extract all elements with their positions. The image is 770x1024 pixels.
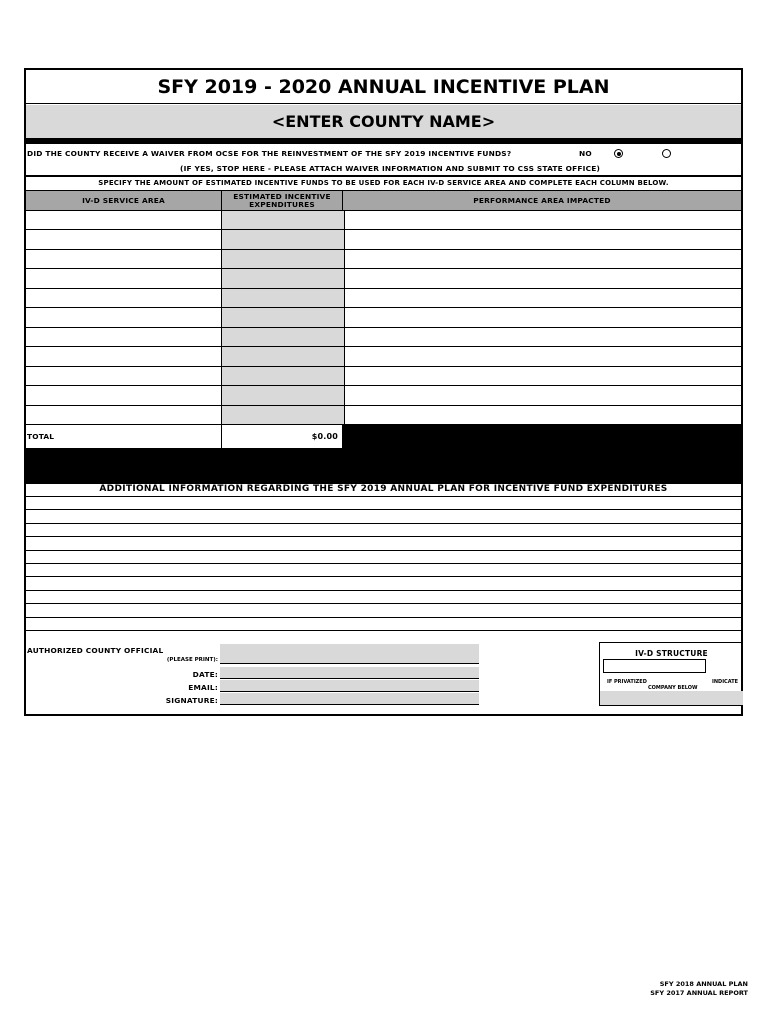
info-bottom-line xyxy=(26,630,741,631)
table-row xyxy=(26,268,741,287)
total-value: $0.00 xyxy=(311,432,338,441)
ivd-structure-box xyxy=(599,642,743,706)
expenditure-cell[interactable] xyxy=(221,386,345,404)
service-area-cell[interactable] xyxy=(26,308,221,326)
date-label: DATE: xyxy=(192,670,218,679)
service-area-cell[interactable] xyxy=(26,269,221,287)
performance-area-cell[interactable] xyxy=(343,211,741,229)
info-line[interactable] xyxy=(26,576,741,589)
specify-instruction: SPECIFY THE AMOUNT OF ESTIMATED INCENTIVE FUNDS TO BE USED FOR EACH IV-D SERVICE AREA AND COMPLETE EACH COLUMN BELOW. xyxy=(98,179,669,187)
indicate-label: INDICATE xyxy=(712,679,739,685)
col-header-service-area: IV-D SERVICE AREA xyxy=(26,190,221,210)
expenditure-cell[interactable] xyxy=(221,289,345,307)
signature-label: SIGNATURE: xyxy=(165,696,218,705)
official-name-field[interactable] xyxy=(220,644,479,664)
performance-area-cell[interactable] xyxy=(343,406,741,424)
if-privatized-label: IF PRIVATIZED xyxy=(607,679,647,685)
info-line[interactable] xyxy=(26,617,741,630)
performance-area-cell[interactable] xyxy=(343,250,741,268)
performance-area-cell[interactable] xyxy=(343,308,741,326)
col-header-performance-area: PERFORMANCE AREA IMPACTED xyxy=(343,190,741,210)
waiver-no-label: NO xyxy=(579,149,592,158)
table-row xyxy=(26,210,741,229)
performance-area-cell[interactable] xyxy=(343,289,741,307)
info-line[interactable] xyxy=(26,590,741,603)
info-line[interactable] xyxy=(26,603,741,616)
company-name-field[interactable] xyxy=(600,691,743,705)
ivd-structure-title: IV-D STRUCTURE xyxy=(635,649,708,658)
info-line[interactable] xyxy=(26,523,741,536)
email-field[interactable] xyxy=(220,680,479,692)
waiver-question: DID THE COUNTY RECEIVE A WAIVER FROM OCSE FOR THE REINVESTMENT OF THE SFY 2019 INCENTIVE FUNDS? xyxy=(27,149,512,158)
table-row xyxy=(26,385,741,404)
email-label: EMAIL: xyxy=(188,683,218,692)
performance-area-cell[interactable] xyxy=(343,328,741,346)
col-header-expenditures: ESTIMATED INCENTIVE EXPENDITURES xyxy=(221,190,343,210)
form-title: SFY 2019 - 2020 ANNUAL INCENTIVE PLAN xyxy=(26,70,741,104)
expenditure-cell[interactable] xyxy=(221,230,345,248)
table-row xyxy=(26,346,741,365)
date-field[interactable] xyxy=(220,667,479,679)
performance-area-cell[interactable] xyxy=(343,386,741,404)
table-row xyxy=(26,405,741,424)
expenditure-cell[interactable] xyxy=(221,250,345,268)
service-area-cell[interactable] xyxy=(26,347,221,365)
waiver-radio-no[interactable] xyxy=(614,149,623,158)
ivd-structure-select[interactable] xyxy=(603,659,706,673)
table-row xyxy=(26,229,741,248)
service-area-cell[interactable] xyxy=(26,386,221,404)
service-area-cell[interactable] xyxy=(26,230,221,248)
total-value-cell xyxy=(221,425,343,448)
info-line[interactable] xyxy=(26,496,741,509)
table-row xyxy=(26,288,741,307)
table-row xyxy=(26,249,741,268)
info-line[interactable] xyxy=(26,536,741,549)
expenditure-cell[interactable] xyxy=(221,211,345,229)
footer-annual-plan: SFY 2018 ANNUAL PLAN xyxy=(659,980,748,988)
total-label: TOTAL xyxy=(27,432,55,441)
service-area-cell[interactable] xyxy=(26,328,221,346)
service-area-cell[interactable] xyxy=(26,367,221,385)
divider-bar xyxy=(26,138,741,144)
service-area-cell[interactable] xyxy=(26,406,221,424)
service-area-cell[interactable] xyxy=(26,250,221,268)
expenditure-table xyxy=(26,210,741,424)
waiver-note: (IF YES, STOP HERE - PLEASE ATTACH WAIVER INFORMATION AND SUBMIT TO CSS STATE OFFICE) xyxy=(180,164,601,173)
signature-field[interactable] xyxy=(220,693,479,705)
expenditure-cell[interactable] xyxy=(221,328,345,346)
company-below-label: COMPANY BELOW xyxy=(648,685,698,691)
table-row xyxy=(26,307,741,326)
waiver-radio-other[interactable] xyxy=(662,149,671,158)
expenditure-cell[interactable] xyxy=(221,308,345,326)
info-line[interactable] xyxy=(26,550,741,563)
total-black-fill xyxy=(343,424,741,448)
section-divider xyxy=(26,175,741,177)
performance-area-cell[interactable] xyxy=(343,347,741,365)
county-name-field[interactable]: <ENTER COUNTY NAME> xyxy=(26,105,741,138)
expenditure-cell[interactable] xyxy=(221,347,345,365)
total-row xyxy=(26,424,741,448)
black-band xyxy=(26,448,741,484)
table-row xyxy=(26,366,741,385)
official-label: AUTHORIZED COUNTY OFFICIAL xyxy=(27,646,164,655)
expenditure-cell[interactable] xyxy=(221,269,345,287)
performance-area-cell[interactable] xyxy=(343,269,741,287)
please-print-label: (PLEASE PRINT): xyxy=(166,657,218,663)
info-line[interactable] xyxy=(26,509,741,522)
performance-area-cell[interactable] xyxy=(343,367,741,385)
additional-info-lines xyxy=(26,496,741,630)
incentive-plan-form xyxy=(24,68,743,716)
info-line[interactable] xyxy=(26,563,741,576)
additional-info-heading: ADDITIONAL INFORMATION REGARDING THE SFY 2019 ANNUAL PLAN FOR INCENTIVE FUND EXPENDITURES xyxy=(99,484,668,494)
service-area-cell[interactable] xyxy=(26,211,221,229)
footer-annual-report: SFY 2017 ANNUAL REPORT xyxy=(650,989,748,997)
expenditure-cell[interactable] xyxy=(221,367,345,385)
expenditure-cell[interactable] xyxy=(221,406,345,424)
performance-area-cell[interactable] xyxy=(343,230,741,248)
service-area-cell[interactable] xyxy=(26,289,221,307)
table-row xyxy=(26,327,741,346)
